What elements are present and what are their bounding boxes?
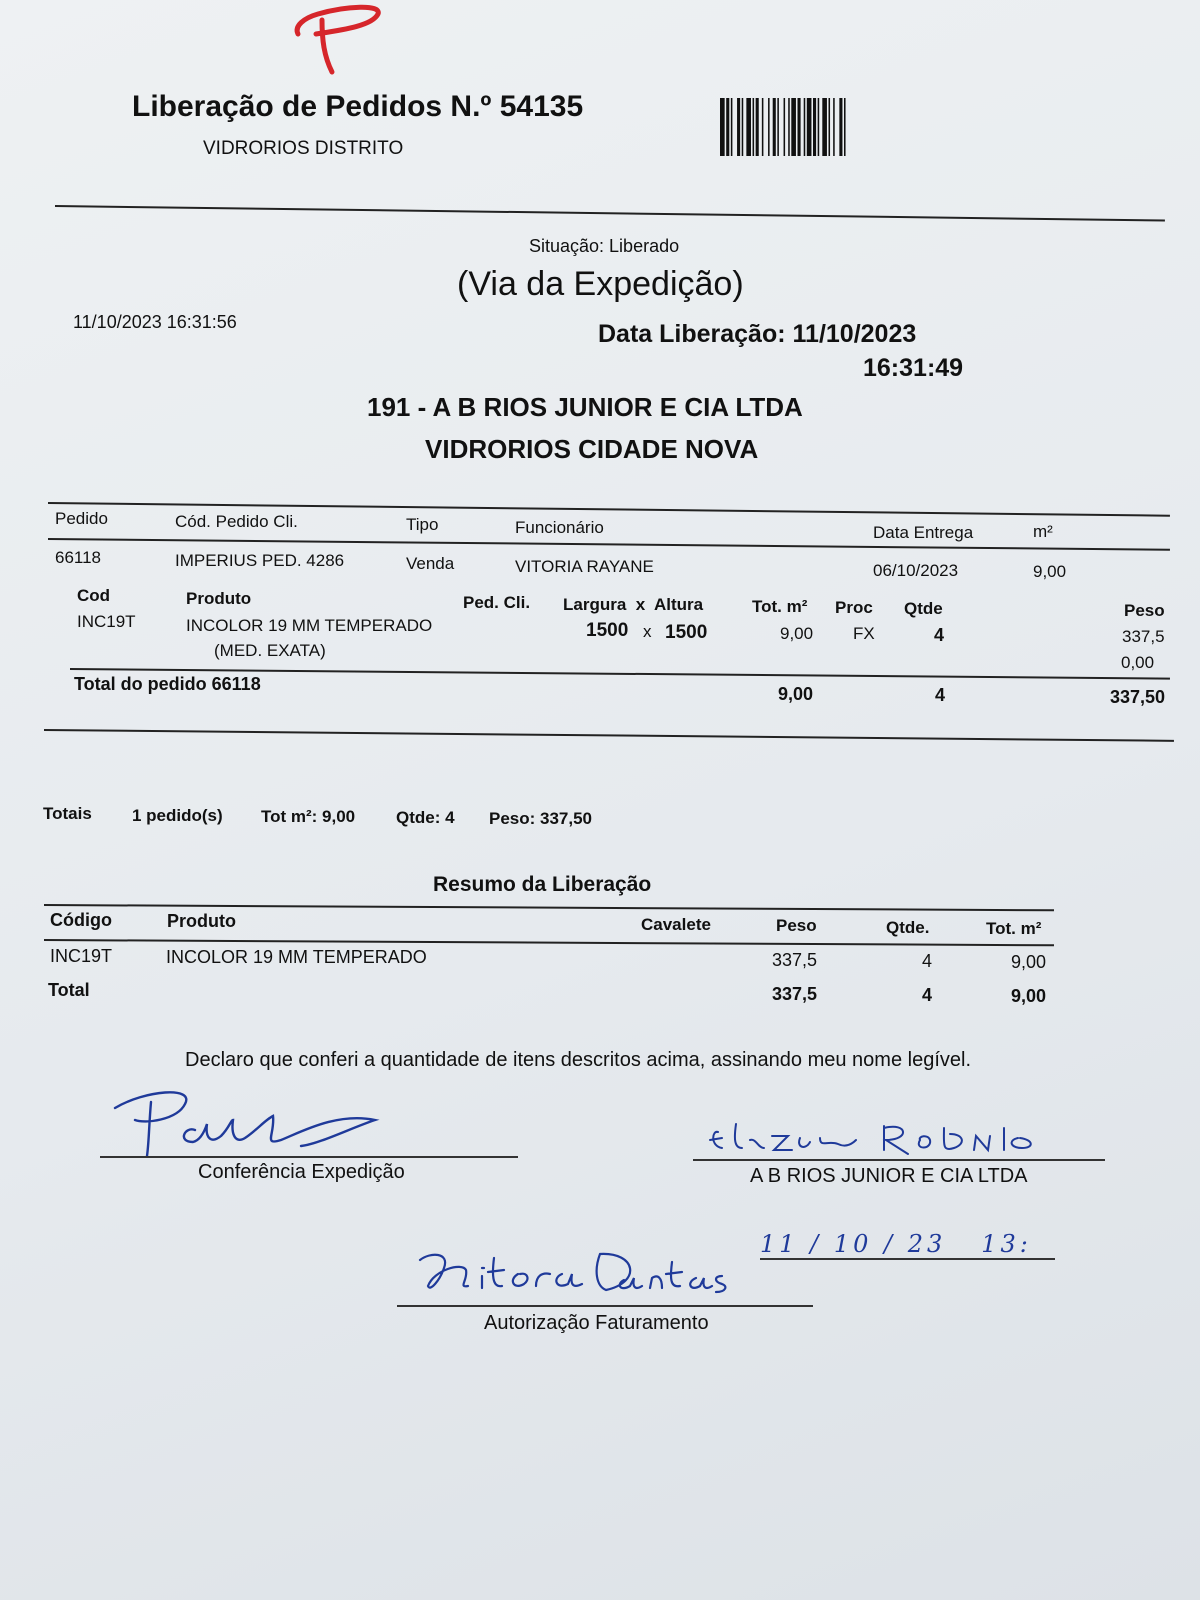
resumo-total-qtde: 4 xyxy=(922,985,933,1005)
resumo-total-peso: 337,5 xyxy=(772,984,818,1004)
order-table-bottom-border xyxy=(44,729,1174,742)
barcode-icon xyxy=(720,98,914,156)
item-tot-m2-header: Tot. m² xyxy=(752,597,808,616)
conferencia-label: Conferência Expedição xyxy=(198,1161,405,1183)
order-funcionario: VITORIA RAYANE xyxy=(515,557,654,576)
item-qtde: 4 xyxy=(934,625,945,645)
conferencia-signature-line xyxy=(100,1156,518,1158)
resumo-peso: 337,5 xyxy=(772,950,818,970)
item-peso-extra: 0,00 xyxy=(1121,653,1155,672)
order-total-label: Total do pedido 66118 xyxy=(74,674,261,694)
client-name: 191 - A B RIOS JUNIOR E CIA LTDA xyxy=(367,392,803,422)
resumo-header-divider xyxy=(44,939,1054,946)
autorizacao-signature-line xyxy=(397,1305,813,1307)
resumo-tot-m2-header: Tot. m² xyxy=(986,919,1042,938)
handwritten-date-line xyxy=(760,1258,1055,1260)
order-tipo: Venda xyxy=(406,554,455,573)
item-ped-cli-header: Ped. Cli. xyxy=(463,593,531,612)
resumo-peso-header: Peso xyxy=(776,916,817,935)
data-liberacao xyxy=(598,320,916,349)
client-signature xyxy=(688,1114,1058,1164)
conferencia-signature xyxy=(105,1080,405,1160)
item-proc-header: Proc xyxy=(835,598,873,617)
col-data-entrega-header: Data Entrega xyxy=(873,523,974,542)
item-cod-header: Cod xyxy=(77,586,111,605)
data-liberacao-date: 11/10/2023 xyxy=(792,320,917,348)
client-store: VIDRORIOS CIDADE NOVA xyxy=(425,434,759,464)
item-largura-altura-header: Largura x Altura xyxy=(563,595,704,614)
declaration-text: Declaro que conferi a quantidade de itens descritos acima, assinando meu nome legível. xyxy=(185,1049,972,1071)
totais-peso: Peso: 337,50 xyxy=(489,809,593,828)
resumo-total-label: Total xyxy=(48,980,90,1000)
order-total-peso: 337,50 xyxy=(1110,687,1166,707)
resumo-produto: INCOLOR 19 MM TEMPERADO xyxy=(166,947,427,967)
resumo-total-tot-m2: 9,00 xyxy=(1011,986,1047,1006)
data-liberacao-label: Data Liberação: xyxy=(598,320,786,348)
resumo-codigo-header: Código xyxy=(50,910,112,930)
situacao-status: Situação: Liberado xyxy=(529,236,680,256)
totais-m2: Tot m²: 9,00 xyxy=(261,807,356,826)
item-produto-header: Produto xyxy=(186,589,252,608)
handwritten-date: 11 / 10 / 23 13: xyxy=(760,1230,1032,1258)
col-m2-header: m² xyxy=(1033,522,1053,541)
resumo-qtde-header: Qtde. xyxy=(886,918,930,937)
item-x: x xyxy=(643,622,652,641)
company-subtitle: VIDRORIOS DISTRITO xyxy=(203,138,404,159)
item-produto-detail: (MED. EXATA) xyxy=(214,641,326,660)
handwritten-p-mark xyxy=(286,0,396,80)
resumo-codigo: INC19T xyxy=(50,946,113,966)
order-data-entrega: 06/10/2023 xyxy=(873,561,959,580)
item-proc: FX xyxy=(853,624,875,643)
item-largura: 1500 xyxy=(586,620,629,641)
order-cod-pedido-cli: IMPERIUS PED. 4286 xyxy=(175,551,345,570)
item-produto: INCOLOR 19 MM TEMPERADO xyxy=(186,616,433,635)
autorizacao-signature xyxy=(410,1240,730,1312)
order-m2: 9,00 xyxy=(1033,562,1067,581)
header-divider xyxy=(55,205,1165,222)
order-total-m2: 9,00 xyxy=(778,684,814,704)
item-qtde-header: Qtde xyxy=(904,599,943,618)
totais-label: Totais xyxy=(43,804,92,823)
order-total-qtde: 4 xyxy=(935,685,946,705)
resumo-produto-header: Produto xyxy=(167,911,236,931)
col-cod-pedido-cli-header: Cód. Pedido Cli. xyxy=(175,512,298,531)
col-funcionario-header: Funcionário xyxy=(515,518,604,537)
item-peso: 337,5 xyxy=(1122,627,1165,646)
resumo-qtde: 4 xyxy=(922,951,933,971)
order-header-divider xyxy=(48,538,1170,551)
order-pedido: 66118 xyxy=(55,548,102,567)
autorizacao-label: Autorização Faturamento xyxy=(484,1312,709,1334)
page-title: Liberação de Pedidos N.º 54135 xyxy=(132,90,584,123)
via-label: (Via da Expedição) xyxy=(457,265,744,303)
data-liberacao-time: 16:31:49 xyxy=(863,354,964,382)
totais-qtde: Qtde: 4 xyxy=(396,808,455,827)
client-label: A B RIOS JUNIOR E CIA LTDA xyxy=(750,1165,1028,1187)
resumo-cavalete-header: Cavalete xyxy=(641,915,711,934)
client-signature-line xyxy=(693,1159,1105,1161)
item-cod: INC19T xyxy=(77,612,136,631)
totais-pedidos: 1 pedido(s) xyxy=(132,806,223,825)
print-timestamp: 11/10/2023 16:31:56 xyxy=(73,312,237,332)
item-altura: 1500 xyxy=(665,622,708,643)
item-peso-header: Peso xyxy=(1124,601,1165,620)
col-pedido-header: Pedido xyxy=(55,509,108,528)
item-tot-m2: 9,00 xyxy=(780,624,814,643)
resumo-title: Resumo da Liberação xyxy=(433,873,652,896)
resumo-tot-m2: 9,00 xyxy=(1011,952,1047,972)
col-tipo-header: Tipo xyxy=(406,515,439,534)
